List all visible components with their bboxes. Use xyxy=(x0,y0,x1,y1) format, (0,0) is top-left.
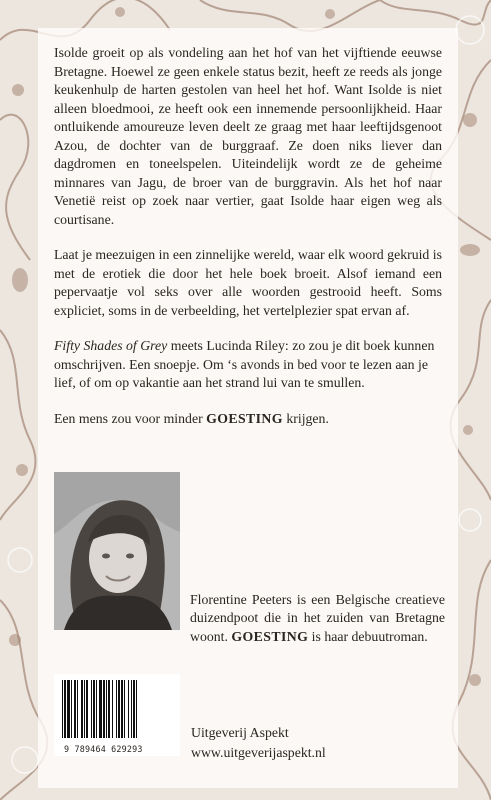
barcode-bar xyxy=(108,680,110,738)
author-bio xyxy=(190,591,445,647)
barcode-bars xyxy=(54,674,180,740)
barcode-bar xyxy=(67,680,70,738)
barcode-bar xyxy=(121,680,123,738)
back-cover-text xyxy=(54,44,442,445)
barcode-bar xyxy=(106,680,107,738)
barcode-bar xyxy=(112,680,113,738)
author-bio-post: is haar debuutroman. xyxy=(308,628,428,644)
tagline-pre: Een mens zou voor minder xyxy=(54,410,207,426)
barcode-bar xyxy=(62,680,63,738)
barcode-bar xyxy=(64,680,66,738)
barcode-bar xyxy=(133,680,135,738)
publisher-block xyxy=(191,723,326,763)
tagline xyxy=(54,410,442,429)
barcode-bar xyxy=(136,680,137,738)
author-bio-pre: Florentine Peeters is een Belgische creatieve duizendpoot die in het zuiden van Bretagne woont. xyxy=(190,591,445,644)
barcode-bar xyxy=(81,680,83,738)
tagline-post: krijgen. xyxy=(282,410,329,426)
barcode-bar xyxy=(128,680,129,738)
barcode-bar xyxy=(71,680,72,738)
barcode-bar xyxy=(116,680,117,738)
barcode-bar xyxy=(124,680,125,738)
blurb-paragraph-3 xyxy=(54,337,442,393)
blurb-paragraph-1: Isolde groeit op als vondeling aan het hof van het vijftiende eeuwse Bretagne. Hoewel ze geen enkele status bezit, heeft ze reeds als jonge keukenhulp de harten gestolen van heel het hof. Want Isolde is niet alleen bloedmooi, ze heeft ook een innemende persoonlijkheid. Haar ontluikende amoureuze leven deelt ze graag met haar leeftijdsgenoot Azou, de dochter van de burggraaf. Ze doen niks liever dan dagdromen en toneelspelen. Uiteindelijk wordt ze de geheime minnares van Jagu, de broer van de burggravin. Als het hof naar Venetië reist op zoek naar vertier, gaat Isolde haar eigen weg als courtisane. xyxy=(54,45,442,227)
isbn-number: 9 789464 629293 xyxy=(64,744,143,754)
blurb-paragraph-2: Laat je meezuigen in een zinnelijke wereld, waar elk woord gekruid is met de erotiek die door het hele boek broeit. Alsof iemand een pepervaatje vol seks over alle woorden gestrooid heeft. Soms expliciet, soms in de verbeelding, het vertelplezier spat ervan af. xyxy=(54,247,442,318)
barcode-bar xyxy=(103,680,105,738)
blurb-paragraph-3-rest: meets Lucinda Riley: zo zou je dit boek kunnen omschrijven. Een snoepje. Om ‘s avonds in bed voor te lezen aan je lief, of om op vakantie aan het strand lui van te smullen. xyxy=(54,338,435,390)
barcode-bar xyxy=(99,680,102,738)
barcode-bar xyxy=(86,680,88,738)
barcode-bar xyxy=(91,680,92,738)
author-photo xyxy=(54,472,180,630)
barcode-bar xyxy=(118,680,120,738)
tagline-brand: GOESTING xyxy=(206,410,283,426)
barcode-bar xyxy=(96,680,97,738)
barcode-bar xyxy=(93,680,95,738)
barcode-bar xyxy=(77,680,78,738)
author-bio-brand: GOESTING xyxy=(231,628,309,644)
blurb-italic-title: Fifty Shades of Grey xyxy=(54,338,168,353)
publisher-name: Uitgeverij Aspekt xyxy=(191,725,289,740)
barcode-bar xyxy=(84,680,85,738)
publisher-website[interactable]: www.uitgeverijaspekt.nl xyxy=(191,745,326,760)
barcode-bar xyxy=(131,680,132,738)
barcode-bar xyxy=(74,680,76,738)
